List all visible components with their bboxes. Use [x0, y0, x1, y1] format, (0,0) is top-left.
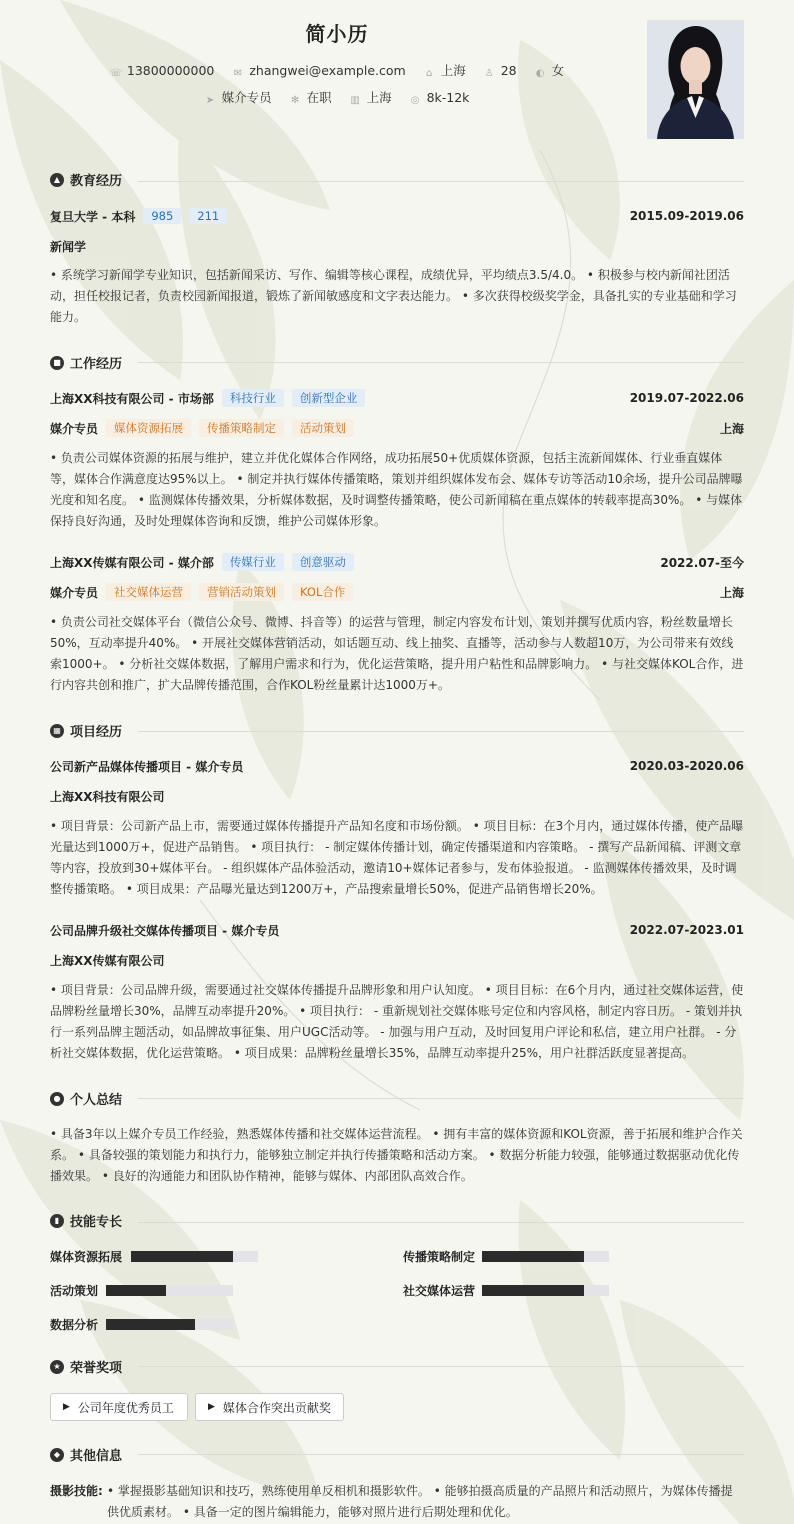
job-intent-row [0, 88, 674, 106]
project-description: • 项目背景：公司新产品上市，需要通过媒体传播提升产品知名度和市场份额。 • 项目目标：在3个月内，通过媒体传播，使产品曝光量达到1000万+，促进产品销售。 • 项目执行： - 制定媒体传播计划，确定传播渠道和内容策略。 - 撰写产品新闻稿、评测文章等内容，投放到30+媒体平台。 - 组织媒体产品体验活动，邀请10+媒体记者参与，发布体验报道。 - 监测媒体传播效果，及时调整传播策略。 • 项目成果：产品曝光量达到1200万+，产品搜索量增长50%，促进产品销售增长20%。 [50, 819, 744, 896]
job-description: • 负责公司社交媒体平台（微信公众号、微博、抖音等）的运营与管理，制定内容发布计划，策划并撰写优质内容，粉丝数量增长50%，互动率提升40%。 • 开展社交媒体营销活动，如话题互动、线上抽奖、直播等，活动参与人数超10万，为公司带来有效线索1000+。 • 分析社交媒体数据，了解用户需求和行为，优化运营策略，提升用户粘性和品牌影响力。 • 与社交媒体KOL合作，进行内容共创和推广，扩大品牌传播范围，合作KOL粉丝量累计达1000万+。 [50, 615, 744, 692]
summary-section-title: ● 个人总结 [50, 1089, 122, 1108]
skill-tag: KOL合作 [292, 583, 353, 601]
salary-icon: ◎ [410, 95, 420, 106]
home-icon: ⌂ [426, 68, 433, 79]
candidate-name: 简小历 [305, 22, 369, 46]
person-icon: ● [50, 1092, 64, 1106]
grid-icon: ▦ [50, 724, 64, 738]
graduation-cap-icon: ▲ [50, 173, 64, 187]
education-header-row [50, 207, 744, 225]
skill-tag: 营销活动策划 [199, 583, 284, 601]
skill-tag: 媒体资源拓展 [106, 419, 191, 437]
section-divider [138, 362, 744, 363]
status-icon: ✻ [290, 95, 300, 106]
section-divider [138, 1454, 744, 1455]
skill-name: 活动策划 [50, 1284, 99, 1298]
target-city-item: ▥ 上海 [350, 90, 392, 106]
project-header-row [50, 757, 744, 775]
major-name: 新闻学 [50, 240, 87, 254]
skill-level-fill [482, 1251, 584, 1262]
company-name: 上海XX科技有限公司 - 市场部 [50, 391, 214, 406]
play-icon: ▶ [208, 1402, 215, 1412]
building-icon: ▥ [350, 95, 360, 106]
school-tag: 985 [143, 208, 181, 224]
play-icon: ▶ [63, 1402, 70, 1412]
award-item: ▶ 公司年度优秀员工 [50, 1393, 188, 1421]
section-divider [138, 1098, 744, 1099]
job-date: 2019.07-2022.06 [629, 391, 744, 405]
company-tag: 创新型企业 [292, 389, 366, 407]
award-item: ▶ 媒体合作突出贡献奖 [195, 1393, 344, 1421]
other-section-title: ◆ 其他信息 [50, 1445, 122, 1464]
skill-level-fill [482, 1285, 584, 1296]
school-tag: 211 [189, 208, 227, 224]
company-name: 上海XX传媒有限公司 - 媒介部 [50, 555, 214, 570]
job-role: 媒介专员 [50, 421, 99, 436]
project-description: • 项目背景：公司品牌升级，需要通过社交媒体传播提升品牌形象和用户认知度。 • 项目目标：在6个月内，通过社交媒体运营，使品牌粉丝量增长30%，品牌互动率提升20%。 • 项目执行： - 重新规划社交媒体账号定位和内容风格，制定内容日历。 - 策划并执行一系列品牌主题活动，如品牌故事征集、用户UGC活动等。 - 加强与用户互动，及时回复用户评论和私信，建立用户社群。 - 分析社交媒体数据，优化运营策略。 • 项目成果：品牌粉丝量增长35%，品牌互动率提升25%，用户社群活跃度显著提高。 [50, 983, 744, 1060]
medal-icon: ★ [50, 1360, 64, 1374]
section-divider [138, 181, 744, 182]
project-name: 公司品牌升级社交媒体传播项目 - 媒介专员 [50, 923, 280, 938]
education-date: 2015.09-2019.06 [629, 209, 744, 223]
profile-photo [647, 20, 744, 139]
contact-info-row [0, 61, 674, 79]
job-role-row [50, 583, 744, 601]
section-divider [138, 731, 744, 732]
skill-name: 数据分析 [50, 1318, 99, 1332]
other-description: • 掌握摄影基础知识和技巧，熟练使用单反相机和摄影软件。 • 能够拍摄高质量的产品照片和活动照片，为媒体传播提供优质素材。 • 具备一定的图片编辑能力，能够对照片进行后期处理和优化。 [107, 1484, 733, 1519]
job-city: 上海 [719, 585, 744, 600]
skill-level-bar [106, 1319, 233, 1330]
school-name: 复旦大学 - 本科 [50, 209, 136, 224]
skill-level-bar [482, 1285, 609, 1296]
section-divider [138, 1222, 744, 1223]
work-section-title: ■ 工作经历 [50, 353, 122, 372]
portrait-image [647, 20, 744, 139]
skill-tag: 传播策略制定 [199, 419, 284, 437]
job-date: 2022.07-至今 [660, 555, 744, 570]
skill-level-fill [106, 1319, 195, 1330]
job-header-row [50, 553, 744, 571]
phone-item: ☏ 13800000000 [109, 63, 215, 79]
skill-level-fill [131, 1251, 233, 1262]
salary-item: ◎ 8k-12k [410, 90, 470, 106]
other-label: 摄影技能: [50, 1484, 103, 1498]
project-date: 2020.03-2020.06 [629, 759, 744, 773]
company-tag: 科技行业 [222, 389, 284, 407]
mail-icon: ✉ [233, 68, 243, 79]
job-role-row [50, 419, 744, 437]
briefcase-icon: ■ [50, 356, 64, 370]
status-item: ✻ 在职 [290, 90, 332, 106]
skill-tag: 活动策划 [292, 419, 354, 437]
skill-level-fill [106, 1285, 166, 1296]
skill-level-bar [106, 1285, 233, 1296]
project-company: 上海XX传媒有限公司 [50, 954, 165, 968]
person-icon: ♙ [484, 68, 494, 79]
gender-item: ◐ 女 [535, 63, 565, 79]
job-description: • 负责公司媒体资源的拓展与维护，建立并优化媒体合作网络，成功拓展50+优质媒体资源，包括主流新闻媒体、行业垂直媒体等，媒体合作满意度达95%以上。 • 制定并执行媒体传播策略，策划并组织媒体发布会、媒体专访等活动10余场，提升公司品牌曝光度和知名度。 • 监测媒体传播效果，分析媒体数据，及时调整传播策略，使公司新闻稿在重点媒体的转载率提高30%。 • 与媒体保持良好沟通，及时处理媒体咨询和反馈，维护公司媒体形象。 [50, 451, 743, 528]
send-icon: ➤ [205, 95, 215, 106]
company-tag: 传媒行业 [222, 553, 284, 571]
skills-section-title: ▮ 技能专长 [50, 1211, 122, 1230]
summary-description: • 具备3年以上媒介专员工作经验，熟悉媒体传播和社交媒体运营流程。 • 拥有丰富的媒体资源和KOL资源，善于拓展和维护合作关系。 • 具备较强的策划能力和执行力，能够独立制定并执行传播策略和活动方案。 • 数据分析能力较强，能够通过数据驱动优化传播效果。 • 良好的沟通能力和团队协作精神，能够与媒体、内部团队高效合作。 [50, 1127, 743, 1183]
skill-name: 媒体资源拓展 [50, 1250, 123, 1264]
info-icon: ◆ [50, 1448, 64, 1462]
skill-level-bar [131, 1251, 258, 1262]
skill-name: 社交媒体运营 [403, 1284, 476, 1298]
project-section-title: ▦ 项目经历 [50, 721, 122, 740]
project-company: 上海XX科技有限公司 [50, 790, 165, 804]
position-item: ➤ 媒介专员 [205, 90, 272, 106]
email-item: ✉ zhangwei@example.com [233, 63, 406, 79]
company-tag: 创意驱动 [292, 553, 354, 571]
project-name: 公司新产品媒体传播项目 - 媒介专员 [50, 759, 244, 774]
city-item: ⌂ 上海 [424, 61, 466, 79]
project-header-row [50, 921, 744, 939]
section-divider [138, 1366, 744, 1367]
phone-icon: ☏ [109, 68, 123, 79]
awards-section-title: ★ 荣誉奖项 [50, 1357, 122, 1376]
skill-tag: 社交媒体运营 [106, 583, 191, 601]
job-header-row [50, 389, 744, 407]
project-date: 2022.07-2023.01 [629, 923, 744, 937]
skill-name: 传播策略制定 [403, 1250, 476, 1264]
bar-chart-icon: ▮ [50, 1214, 64, 1228]
skill-level-bar [482, 1251, 609, 1262]
job-city: 上海 [719, 421, 744, 436]
education-section-title: ▲ 教育经历 [50, 170, 122, 189]
gender-icon: ◐ [535, 68, 545, 79]
education-description: • 系统学习新闻学专业知识，包括新闻采访、写作、编辑等核心课程，成绩优异，平均绩点3.5/4.0。 • 积极参与校内新闻社团活动，担任校报记者，负责校园新闻报道，锻炼了新闻敏感度和文字表达能力。 • 多次获得校级奖学金，具备扎实的专业基础和学习能力。 [50, 268, 737, 324]
age-item: ♙ 28 [484, 63, 517, 79]
job-role: 媒介专员 [50, 585, 99, 600]
